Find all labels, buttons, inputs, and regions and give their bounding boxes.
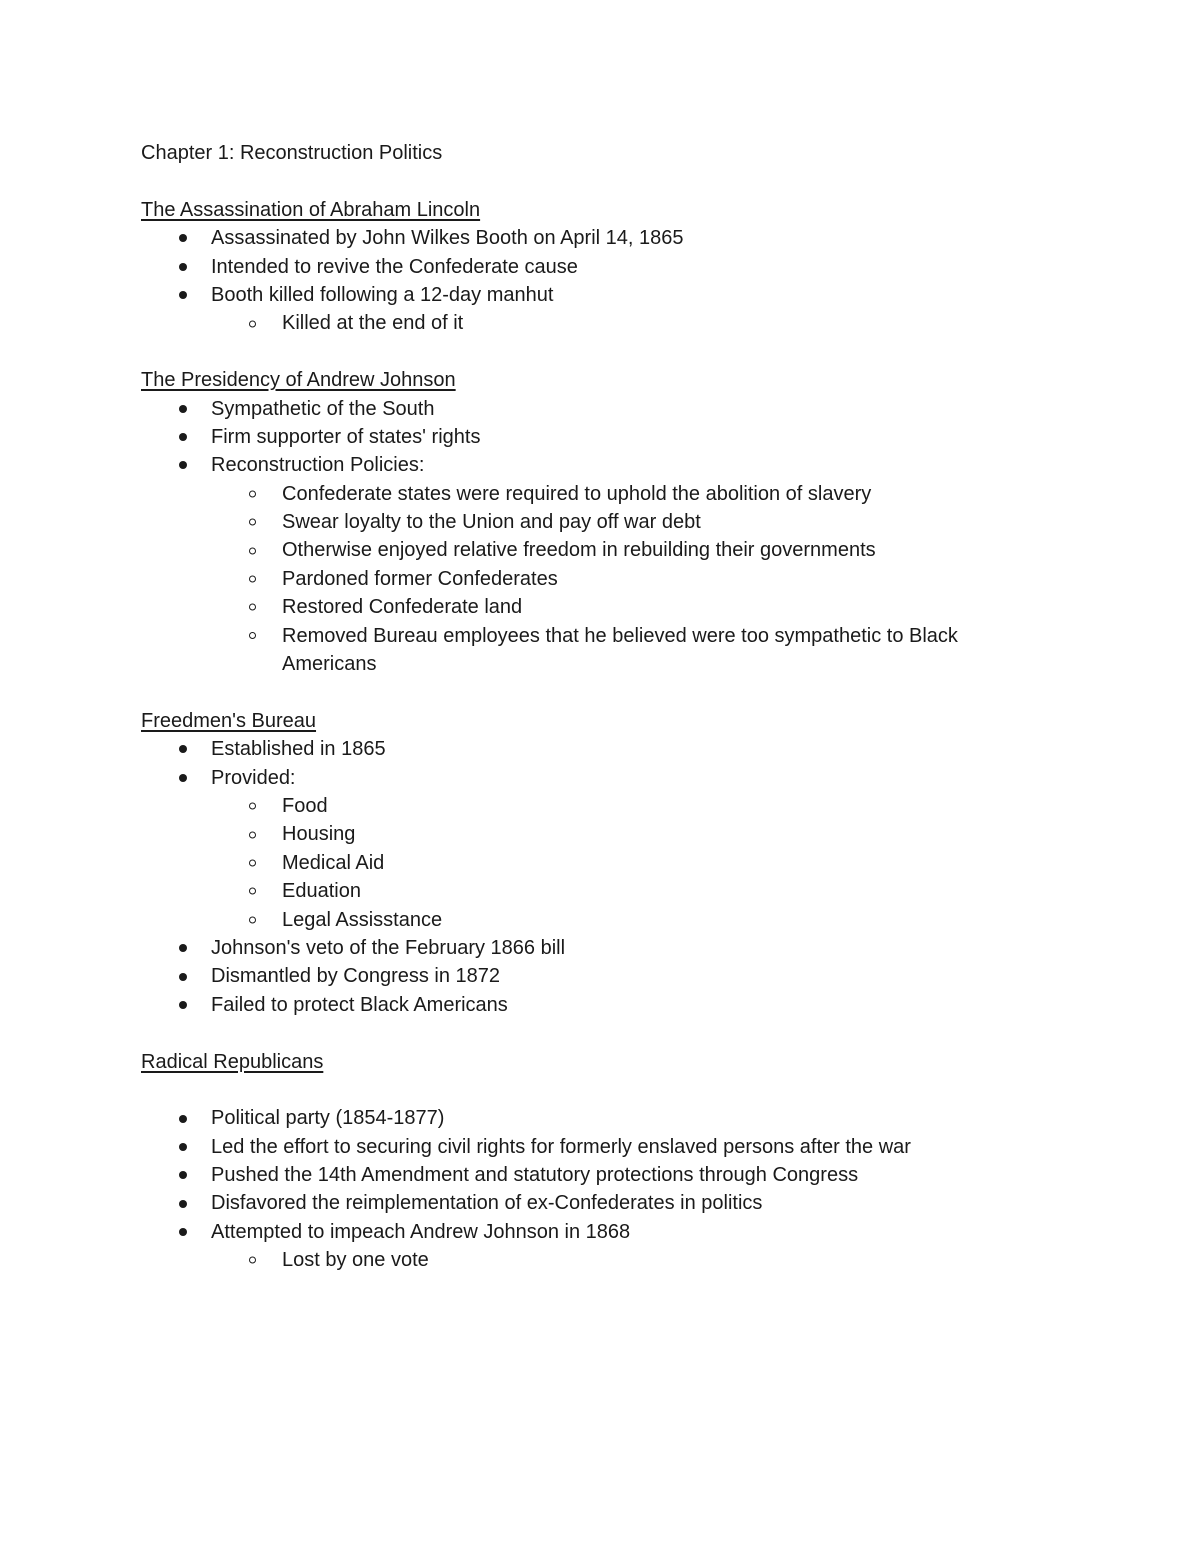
hollow-bullet-icon [249, 604, 256, 611]
filled-bullet-icon [179, 291, 187, 299]
list-item: Political party (1854-1877) [141, 1104, 1061, 1132]
list-item: Pushed the 14th Amendment and statutory protections through Congress [141, 1161, 1061, 1189]
filled-bullet-icon [179, 1228, 187, 1236]
sub-list-item: Restored Confederate land [141, 593, 1061, 621]
filled-bullet-icon [179, 1143, 187, 1151]
hollow-bullet-icon [249, 576, 256, 583]
list-item: Provided: [141, 764, 1061, 792]
sub-list-item: Otherwise enjoyed relative freedom in rebuilding their governments [141, 536, 1061, 564]
list-item: Disfavored the reimplementation of ex-Confederates in politics [141, 1189, 1061, 1217]
list-item: Dismantled by Congress in 1872 [141, 962, 1061, 990]
filled-bullet-icon [179, 973, 187, 981]
filled-bullet-icon [179, 405, 187, 413]
list-item: Johnson's veto of the February 1866 bill [141, 934, 1061, 962]
filled-bullet-icon [179, 745, 187, 753]
hollow-bullet-icon [249, 320, 256, 327]
filled-bullet-icon [179, 774, 187, 782]
sub-list-item: Lost by one vote [141, 1246, 1061, 1274]
sub-list-item: Housing [141, 820, 1061, 848]
sub-list-item: Removed Bureau employees that he believed were too sympathetic to Black Americans [141, 622, 1042, 679]
hollow-bullet-icon [249, 1257, 256, 1264]
filled-bullet-icon [179, 1115, 187, 1123]
sub-list-item: Legal Assisstance [141, 906, 1061, 934]
section-heading: Radical Republicans [141, 1050, 324, 1073]
sub-list-item: Swear loyalty to the Union and pay off war debt [141, 508, 1061, 536]
hollow-bullet-icon [249, 803, 256, 810]
hollow-bullet-icon [249, 888, 256, 895]
hollow-bullet-icon [249, 916, 256, 923]
hollow-bullet-icon [249, 831, 256, 838]
filled-bullet-icon [179, 433, 187, 441]
list-item: Attempted to impeach Andrew Johnson in 1868 [141, 1218, 1061, 1246]
filled-bullet-icon [179, 234, 187, 242]
hollow-bullet-icon [249, 859, 256, 866]
filled-bullet-icon [179, 1200, 187, 1208]
section-heading: Freedmen's Bureau [141, 709, 317, 732]
sub-list-item: Confederate states were required to uphold the abolition of slavery [141, 480, 1061, 508]
filled-bullet-icon [179, 944, 187, 952]
list-item: Intended to revive the Confederate cause [141, 253, 1061, 281]
hollow-bullet-icon [249, 547, 256, 554]
list-item: Sympathetic of the South [141, 395, 1061, 423]
document-title: Chapter 1: Reconstruction Politics [141, 142, 443, 164]
document-page [141, 139, 1061, 1275]
hollow-bullet-icon [249, 519, 256, 526]
filled-bullet-icon [179, 1171, 187, 1179]
hollow-bullet-icon [249, 632, 256, 639]
hollow-bullet-icon [249, 490, 256, 497]
sub-list-item: Food [141, 792, 1061, 820]
list-item: Assassinated by John Wilkes Booth on April 14, 1865 [141, 224, 1061, 252]
filled-bullet-icon [179, 263, 187, 271]
section-heading: The Assassination of Abraham Lincoln [141, 198, 481, 221]
sub-list-item: Medical Aid [141, 849, 1061, 877]
list-item: Reconstruction Policies: [141, 451, 1061, 479]
list-item: Led the effort to securing civil rights for formerly enslaved persons after the war [141, 1133, 1061, 1161]
list-item: Established in 1865 [141, 735, 1061, 763]
sub-list-item: Eduation [141, 877, 1061, 905]
list-item: Firm supporter of states' rights [141, 423, 1061, 451]
list-item: Failed to protect Black Americans [141, 991, 1061, 1019]
list-item: Booth killed following a 12-day manhut [141, 281, 1061, 309]
filled-bullet-icon [179, 1001, 187, 1009]
filled-bullet-icon [179, 461, 187, 469]
section-heading: The Presidency of Andrew Johnson [141, 369, 456, 392]
sub-list-item: Killed at the end of it [141, 309, 1061, 337]
sub-list-item: Pardoned former Confederates [141, 565, 1061, 593]
